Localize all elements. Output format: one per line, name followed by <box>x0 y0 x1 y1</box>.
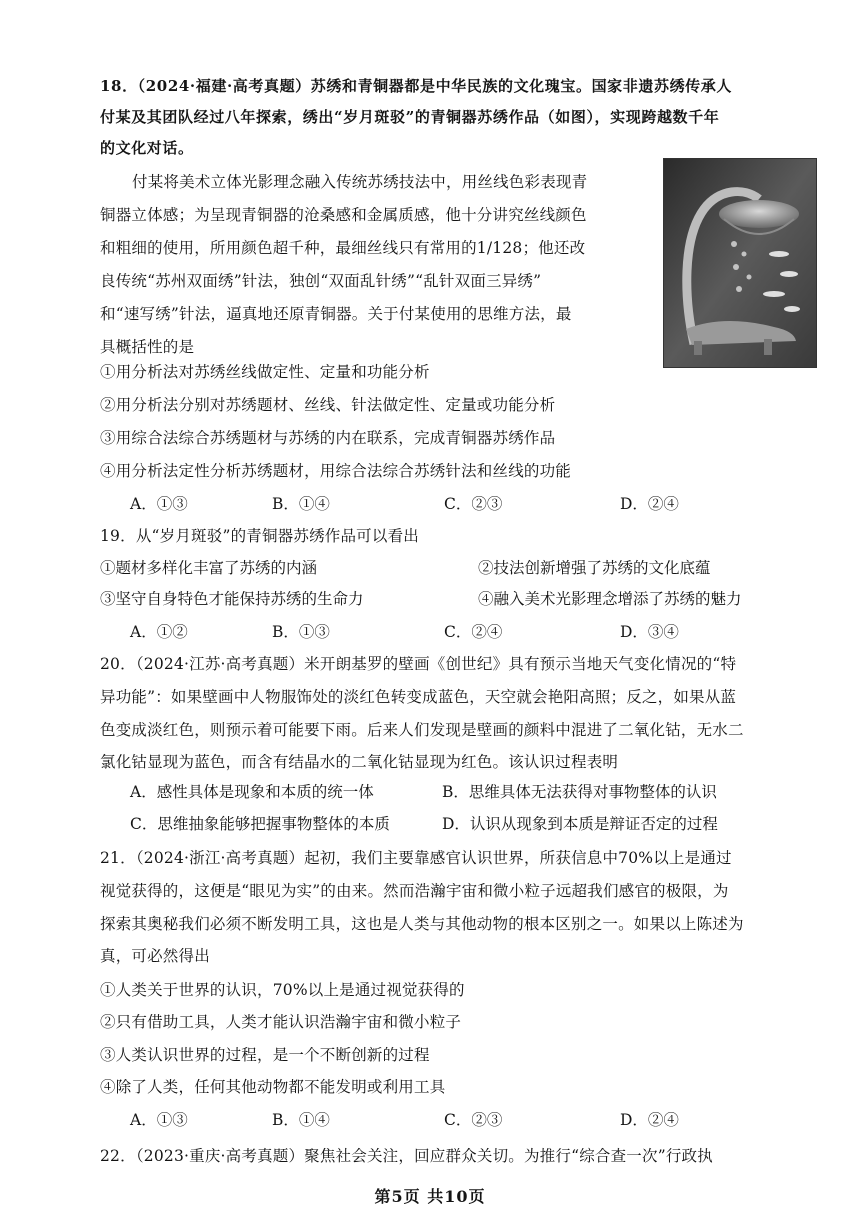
q20-options-row-1 <box>130 780 717 804</box>
q18-option-a[interactable]: A．①③ <box>130 495 188 513</box>
q21-line-1: 21．（2024·浙江·高考真题）起初，我们主要靠感官认识世界，所获信息中70%以上是通过 <box>100 849 732 867</box>
q18-option-d[interactable]: D．②④ <box>620 495 679 513</box>
q21-option-c[interactable]: C．②③ <box>444 1111 503 1129</box>
q19-option-a[interactable]: A．①② <box>130 623 188 641</box>
q21-option-a[interactable]: A．①③ <box>130 1111 188 1129</box>
page-footer: 第5页 共10页 <box>374 1187 486 1206</box>
q18-body-line-5: 和“速写绣”针法，逼真地还原青铜器。关于付某使用的思维方法，最 <box>100 305 572 323</box>
q22-line-1: 22．（2023·重庆·高考真题）聚焦社会关注，回应群众关切。为推行“综合查一次”行政执 <box>100 1147 713 1165</box>
q21-option-b[interactable]: B．①④ <box>272 1111 330 1129</box>
q19-statement-4: ④融入美术光影理念增添了苏绣的魅力 <box>478 590 742 608</box>
q20-option-a[interactable]: A．感性具体是现象和本质的统一体 <box>130 783 374 801</box>
q18-statement-1: ①用分析法对苏绣丝线做定性、定量和功能分析 <box>100 363 430 381</box>
q19-statement-2: ②技法创新增强了苏绣的文化底蕴 <box>478 559 711 577</box>
q18-statement-4: ④用分析法定性分析苏绣题材，用综合法综合苏绣针法和丝线的功能 <box>100 462 572 480</box>
q21-statement-2: ②只有借助工具，人类才能认识浩瀚宇宙和微小粒子 <box>100 1013 462 1031</box>
q18-option-b[interactable]: B．①④ <box>272 495 330 513</box>
q19-statements-row-2 <box>100 587 742 611</box>
q18-header-line-2: 付某及其团队经过八年探索，绣出“岁月斑驳”的青铜器苏绣作品（如图），实现跨越数千年 <box>100 108 720 126</box>
bronze-embroidery-photo <box>663 158 817 368</box>
q21-option-d[interactable]: D．②④ <box>620 1111 679 1129</box>
q21-statement-1: ①人类关于世界的认识，70%以上是通过视觉获得的 <box>100 981 465 999</box>
q18-header-line-3: 的文化对话。 <box>100 139 194 157</box>
q18-body-line-3: 和粗细的使用，所用颜色超千种，最细丝线只有常用的1/128；他还改 <box>100 239 586 257</box>
q19-stem: 19．从“岁月斑驳”的青铜器苏绣作品可以看出 <box>100 527 419 545</box>
q18-body-line-1: 付某将美术立体光影理念融入传统苏绣技法中，用丝线色彩表现青 <box>132 173 588 191</box>
q19-option-c[interactable]: C．②④ <box>444 623 503 641</box>
q20-line-3: 色变成淡红色，则预示着可能要下雨。后来人们发现是壁画的颜料中混进了二氧化钴，无水二 <box>100 721 744 739</box>
q20-line-4: 氯化钴显现为蓝色，而含有结晶水的二氧化钴显现为红色。该认识过程表明 <box>100 753 619 771</box>
q19-statement-1: ①题材多样化丰富了苏绣的内涵 <box>100 559 318 577</box>
bronze-lamp-illustration <box>664 159 816 367</box>
q19-statements-row-1 <box>100 556 711 580</box>
q20-option-c[interactable]: C．思维抽象能够把握事物整体的本质 <box>130 815 390 833</box>
q21-statement-3: ③人类认识世界的过程，是一个不断创新的过程 <box>100 1046 430 1064</box>
q18-header-line-1: 18．（2024·福建·高考真题）苏绣和青铜器都是中华民族的文化瑰宝。国家非遗苏绣传承人 <box>100 77 732 95</box>
q21-line-4: 真，可必然得出 <box>100 947 210 965</box>
q19-option-d[interactable]: D．③④ <box>620 623 679 641</box>
q18-option-c[interactable]: C．②③ <box>444 495 503 513</box>
q20-line-1: 20．（2024·江苏·高考真题）米开朗基罗的壁画《创世纪》具有预示当地天气变化情况的“特 <box>100 655 737 673</box>
q21-statement-4: ④除了人类，任何其他动物都不能发明或利用工具 <box>100 1078 446 1096</box>
q18-statement-2: ②用分析法分别对苏绣题材、丝线、针法做定性、定量或功能分析 <box>100 396 556 414</box>
q20-option-d[interactable]: D．认识从现象到本质是辩证否定的过程 <box>442 815 718 833</box>
q19-option-b[interactable]: B．①③ <box>272 623 330 641</box>
q21-line-3: 探索其奥秘我们必须不断发明工具，这也是人类与其他动物的根本区别之一。如果以上陈述为 <box>100 915 744 933</box>
q18-statement-3: ③用综合法综合苏绣题材与苏绣的内在联系，完成青铜器苏绣作品 <box>100 429 556 447</box>
q18-body-line-4: 良传统“苏州双面绣”针法，独创“双面乱针绣”“乱针双面三异绣” <box>100 272 542 290</box>
q19-statement-3: ③坚守自身特色才能保持苏绣的生命力 <box>100 590 364 608</box>
q18-body-line-2: 铜器立体感；为呈现青铜器的沧桑感和金属质感，他十分讲究丝线颜色 <box>100 206 587 224</box>
q20-options-row-2 <box>130 812 718 836</box>
q18-body-line-6: 具概括性的是 <box>100 338 195 356</box>
q20-line-2: 异功能”：如果壁画中人物服饰处的淡红色转变成蓝色，天空就会艳阳高照；反之，如果从蓝 <box>100 688 737 706</box>
q21-line-2: 视觉获得的，这便是“眼见为实”的由来。然而浩瀚宇宙和微小粒子远超我们感官的极限，为 <box>100 882 729 900</box>
q20-option-b[interactable]: B．思维具体无法获得对事物整体的认识 <box>442 783 717 801</box>
